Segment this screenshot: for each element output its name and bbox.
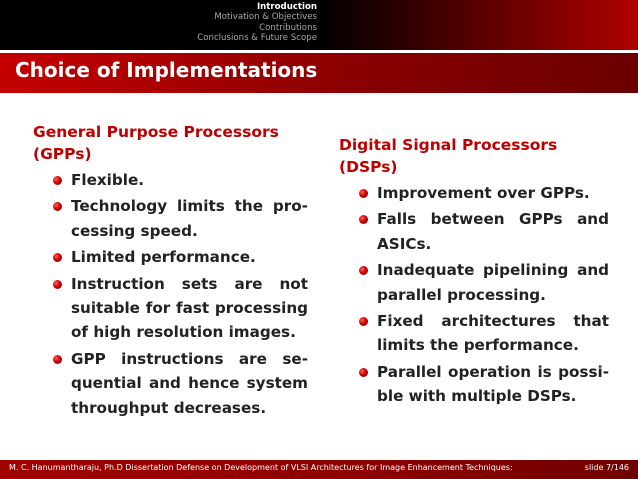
bullet-icon: [359, 317, 368, 326]
title-bar: [0, 53, 638, 93]
footer-author-title: M. C. Hanumantharaju, Ph.D Dissertation Defense on Development of VLSI Architectures for Image Enhancement Techniques:: [9, 463, 513, 472]
list-item-text: Instruction sets are not suitable for fast processing of high resolution images.: [71, 274, 308, 342]
list-item-text: Falls between GPPs and ASICs.: [377, 210, 609, 253]
bullet-icon: [53, 176, 62, 185]
bullet-icon: [359, 215, 368, 224]
list-item: [33, 245, 308, 269]
list-item-text: GPP instructions are se-quential and hence system throughput decreases.: [71, 349, 308, 417]
dsp-heading: [339, 134, 609, 178]
slide-number: slide 7/146: [584, 463, 629, 472]
list-item-text: Limited performance.: [71, 248, 256, 267]
bullet-icon: [53, 253, 62, 262]
list-item-text: Improvement over GPPs.: [377, 184, 590, 202]
bullet-icon: [53, 280, 62, 289]
list-item-text: Flexible.: [71, 171, 145, 189]
dsp-heading-line1: Digital Signal Processors: [339, 136, 558, 154]
gpp-heading-line2: (GPPs): [33, 145, 92, 163]
dsp-column: [339, 134, 609, 411]
bullet-icon: [53, 355, 62, 364]
list-item-text: Technology limits the pro-cessing speed.: [71, 197, 308, 240]
list-item: [33, 347, 308, 420]
list-item-text: Fixed architectures that limits the performance.: [377, 312, 609, 355]
bullet-icon: [359, 368, 368, 377]
list-item: [33, 168, 308, 192]
gpp-heading: [33, 121, 308, 165]
bullet-icon: [359, 189, 368, 198]
gpp-list: [33, 168, 308, 420]
slide-title: Choice of Implementations: [15, 58, 318, 82]
list-item-text: Parallel operation is possi-ble with multiple DSPs.: [377, 362, 609, 406]
list-item: [339, 258, 609, 307]
gpp-heading-line1: General Purpose Processors: [33, 123, 279, 141]
gpp-column: [33, 121, 308, 422]
footer-bar: [0, 460, 638, 479]
nav-section-introduction[interactable]: Introduction: [256, 2, 317, 12]
bullet-icon: [359, 266, 368, 275]
nav-section-contributions[interactable]: Contributions: [259, 22, 317, 33]
section-list: [0, 2, 317, 44]
dsp-heading-line2: (DSPs): [339, 158, 398, 176]
list-item: [33, 272, 308, 345]
nav-section-motivation[interactable]: Motivation & Objectives: [214, 12, 317, 23]
navigation-bar: [0, 0, 638, 50]
list-item: [339, 207, 609, 256]
dsp-list: [339, 181, 609, 409]
list-item: [339, 181, 609, 205]
bullet-icon: [53, 202, 62, 211]
list-item: [339, 360, 609, 409]
list-item: [339, 309, 609, 358]
nav-section-conclusions[interactable]: Conclusions & Future Scope: [197, 33, 317, 44]
list-item: [33, 194, 308, 243]
list-item-text: Inadequate pipelining and parallel processing.: [377, 261, 609, 304]
